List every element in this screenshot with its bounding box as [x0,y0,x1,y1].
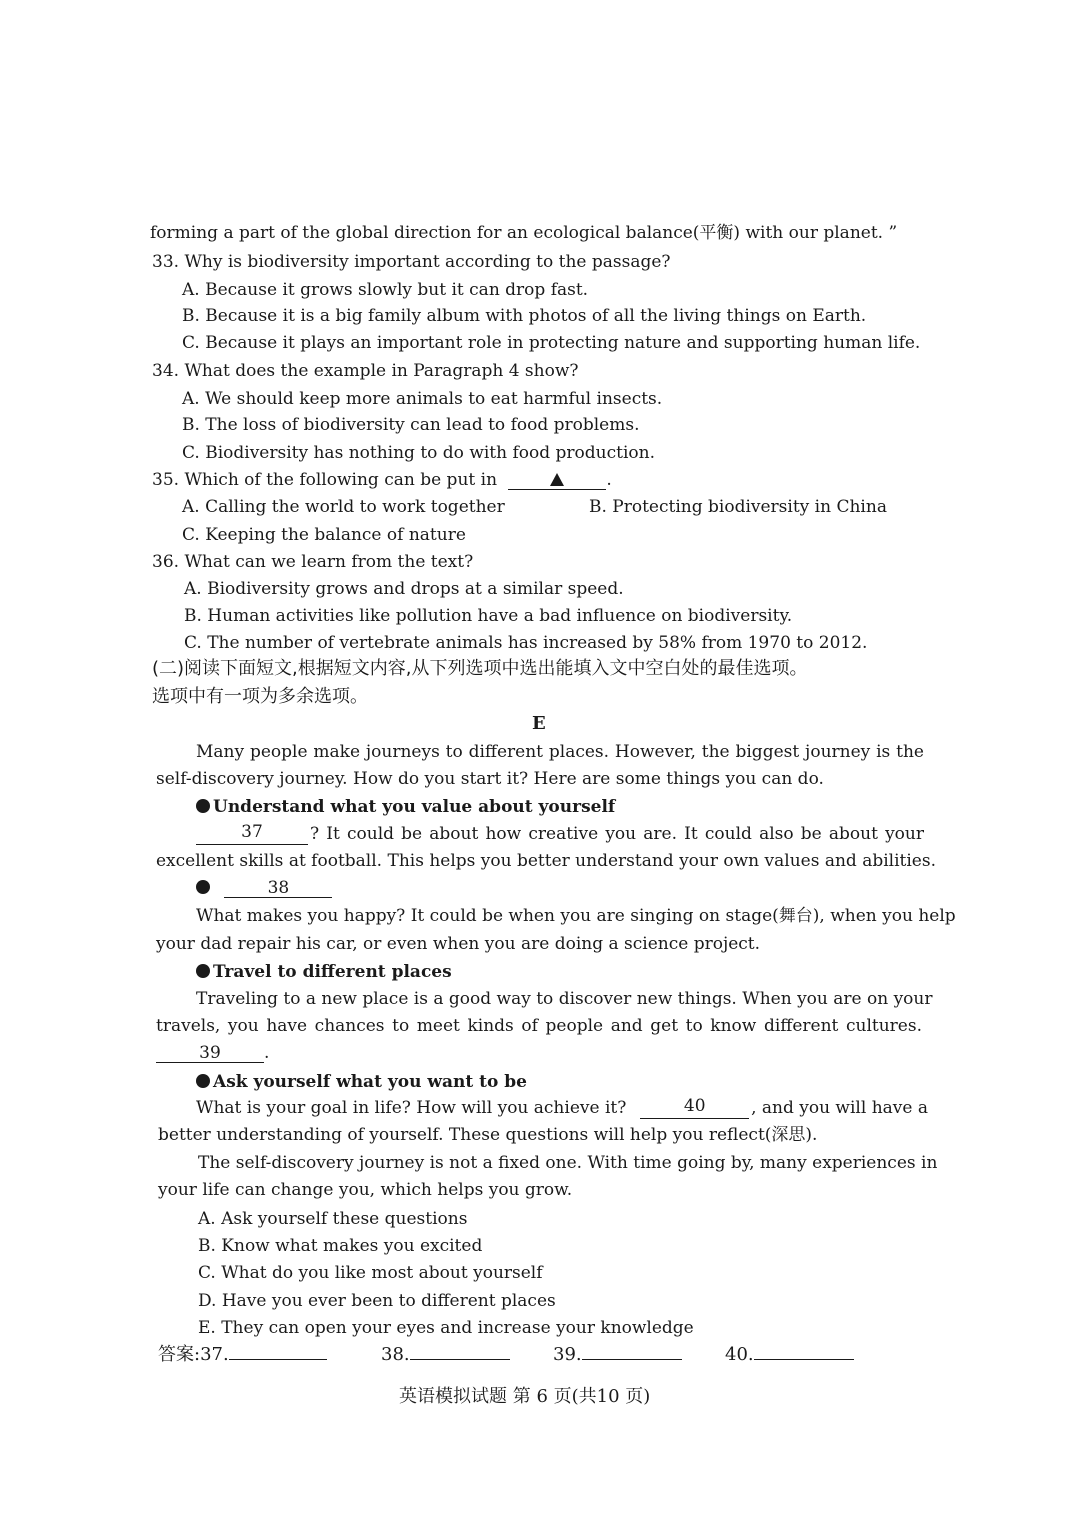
heading-travel-text: Travel to different places [213,962,452,982]
answer-blank-39[interactable] [582,1359,682,1360]
bullet-icon [196,964,210,978]
question-33: 33. Why is biodiversity important according to the passage? [152,252,671,272]
answer-37 [158,1344,327,1366]
q34-option-a: A. We should keep more animals to eat harmful insects. [182,389,663,409]
blank-39: 39 [156,1044,264,1063]
answer-blank-40[interactable] [754,1359,854,1360]
answer-39-label: 39. [553,1344,582,1365]
bullet-icon [196,799,210,813]
paragraph-3-line-2: your dad repair his car, or even when you are doing a science project. [156,934,761,954]
q34-option-b: B. The loss of biodiversity can lead to food problems. [182,415,640,435]
bullet-icon [196,880,210,894]
paragraph-2-line-1 [196,823,924,845]
paragraph-4-line-1: Traveling to a new place is a good way to discover new things. When you are on your [196,989,933,1009]
paragraph-4-line-2: travels, you have chances to meet kinds of people and get to know different cultures. [156,1016,922,1036]
page-footer: 英语模拟试题 第 6 页(共10 页) [399,1386,651,1407]
blank-40: 40 [640,1097,749,1119]
q34-option-c: C. Biodiversity has nothing to do with food production. [182,443,655,463]
section-2-instruction-2: 选项中有一项为多余选项。 [152,686,368,707]
paragraph-6-line-1: The self-discovery journey is not a fixed one. With time going by, many experiences in [198,1153,938,1173]
paragraph-6-line-2: your life can change you, which helps you grow. [158,1180,573,1200]
heading-ask [196,1071,527,1093]
q35-option-b: B. Protecting biodiversity in China [589,497,887,517]
q33-option-a: A. Because it grows slowly but it can drop fast. [182,280,589,300]
q35-blank [508,471,606,490]
paragraph-5-text-b: , and you will have a [751,1098,928,1118]
heading-understand [196,796,615,818]
q36-option-b: B. Human activities like pollution have a bad influence on biodiversity. [184,606,793,626]
triangle-marker-icon [550,473,564,486]
question-35-stem: 35. Which of the following can be put in [152,470,498,490]
paragraph-2-line-2: excellent skills at football. This helps you better understand your own values and abilities. [156,851,936,871]
answer-blank-38[interactable] [410,1359,510,1360]
option-b: B. Know what makes you excited [198,1236,483,1256]
paragraph-1-line-2: self-discovery journey. How do you start it? Here are some things you can do. [156,769,824,789]
blank-38: 38 [224,879,332,898]
answer-40-label: 40. [725,1344,754,1365]
heading-travel [196,961,452,983]
option-a: A. Ask yourself these questions [198,1209,468,1229]
paragraph-4-line-3: 39 . [156,1042,269,1064]
paragraph-3-line-1: What makes you happy? It could be when you are singing on stage(舞台), when you help [196,906,956,926]
answer-39 [553,1344,682,1366]
q36-option-c: C. The number of vertebrate animals has increased by 58% from 1970 to 2012. [184,633,868,653]
paragraph-2-text: ? It could be about how creative you are. It could also be about your [310,824,924,844]
paragraph-1-line-1: Many people make journeys to different places. However, the biggest journey is the [196,742,924,762]
prev-passage-end: forming a part of the global direction for an ecological balance(平衡) with our planet. ” [150,223,898,243]
section-2-instruction: (二)阅读下面短文,根据短文内容,从下列选项中选出能填入文中空白处的最佳选项。 [152,658,808,679]
answer-blank-37[interactable] [229,1359,327,1360]
answer-40 [725,1344,854,1366]
passage-title: E [532,713,546,734]
question-36: 36. What can we learn from the text? [152,552,474,572]
question-35: 35. Which of the following can be put in . [152,470,612,490]
bullet-icon [196,1074,210,1088]
answer-prefix: 答案:37. [158,1344,229,1365]
blank-37: 37 [196,823,308,845]
paragraph-5-text-a: What is your goal in life? How will you achieve it? [196,1098,627,1118]
answer-38 [381,1344,510,1366]
q35-option-c: C. Keeping the balance of nature [182,525,466,545]
paragraph-5-line-2: better understanding of yourself. These questions will help you reflect(深思). [158,1125,818,1145]
answer-38-label: 38. [381,1344,410,1365]
q33-option-b: B. Because it is a big family album with photos of all the living things on Earth. [182,306,867,326]
heading-ask-text: Ask yourself what you want to be [213,1072,527,1092]
question-34: 34. What does the example in Paragraph 4 show? [152,361,579,381]
q33-option-c: C. Because it plays an important role in protecting nature and supporting human life. [182,333,921,353]
option-d: D. Have you ever been to different places [198,1291,556,1311]
q36-option-a: A. Biodiversity grows and drops at a similar speed. [184,579,624,599]
option-e: E. They can open your eyes and increase your knowledge [198,1318,694,1338]
option-c: C. What do you like most about yourself [198,1263,543,1283]
paragraph-5-line-1 [196,1097,928,1119]
q35-option-a: A. Calling the world to work together [182,497,505,517]
heading-38 [196,877,332,899]
heading-understand-text: Understand what you value about yourself [213,797,616,817]
